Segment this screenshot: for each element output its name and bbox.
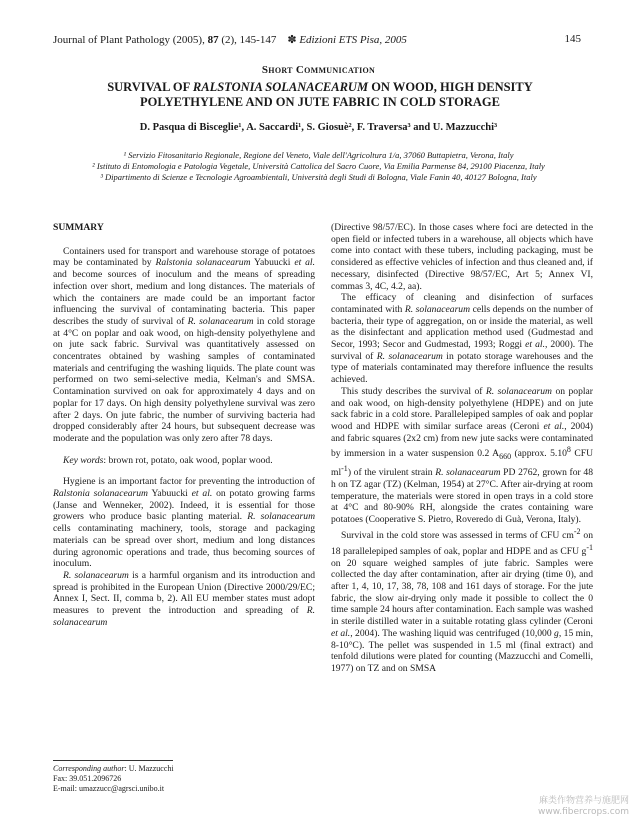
left-column (53, 222, 315, 629)
page-number: 145 (564, 33, 581, 45)
watermark: 麻类作物营养与施肥网 www.fibercrops.com (538, 796, 629, 817)
right-column (331, 222, 593, 675)
summary-heading: SUMMARY (53, 222, 104, 233)
right-paragraph-3: This study describes the survival of R. solanacearum on poplar and oak wood, on high-density polyethylene (HDPE) and on jute sack fabric in a cold store. Parallelepiped samples of oak and poplar wood and HDPE with similar surface areas (Ceroni et al., 2004) and fabric squares (2x2 cm) from new jute sacks were contaminated by immersion in a water suspension 0.2 $A_{660}$ (approx. 5.10$^8$ CFU $ml^{-1}$) of the virulent strain R. solanacearum PD 2762, grown for 48 h on TZ agar (TZ) (Kelman, 1954) at 27°C. After air-drying at room temperature, the materials were stored in open trays in a cold store at 4°C and 80-90% RH, alongside the crates containing ware potatoes (Cooperative S. Pietro, Roveredo di Guà, Verona, Italy). (331, 385, 594, 526)
right-paragraph-2: The efficacy of cleaning and disinfection of surfaces contaminated with R. solanacearum cells depends on the number of bacteria, their type of aggregation, on or inside the material, as well as the disinfectant and application method used (Gudmestad and Secor, 1993; Secor and Gudmestad, 1993; Roggi et al., 2000). The survival of R. solanacearum in potato storage warehouses and the type of materials contaminated may therefore influence the results achieved. (331, 292, 593, 386)
authors: D. Pasqua di Bisceglie¹, A. Saccardi¹, S. Giosuè², F. Traversa³ and U. Mazzucchi³ (139, 122, 498, 133)
section-label: Short Communication (261, 64, 376, 76)
right-paragraph-1: (Directive 98/57/EC). In those cases where foci are detected in the open field or infected tubers in a warehouse, all objects which have come into contact with these tubers, including packaging, must be considered as effective vehicles of infection and thus cleaned and, if necessary, disinfected (Directive 98/57/EC, Art 5; Annex VI, commas 3, 4C, 4.2, aa). (331, 222, 593, 292)
publisher: Edizioni ETS Pisa, 2005 (299, 34, 407, 46)
corresponding-author-footnote: Corresponding author: U. Mazzucchi Fax: 39.051.2096726 E-mail: umazzucc@agrsci.unibo.it (53, 760, 315, 794)
summary-paragraph: Containers used for transport and warehouse storage of potatoes may be contaminated by Ralstonia solanacearum Yabuucki et al. and become sources of inoculum and the means of spreading infection over short, medium and long distances. The materials of which the containers are made could be an important factor influencing the survival of contaminating bacteria. This paper describes the study of survival of R. solanacearum in cold storage at 4°C on poplar and oak wood, on high-density polyethylene and on jute sack fabric. Survival was quantitatively assessed on concentrates obtained by washing samples of contaminated materials and centrifuging the washing liquids. The plate count was performed on two semi-selective media, Kelman's and SMSA. Contamination survived on oak for approximately 4 days and on poplar for 17 days. On high density polyethylene survival was zero after 2 days. On jute fabric, the number of surviving bacteria had dropped considerably after 24 hours, but subsequent decrease was moderate and the population was only zero after 78 days. (53, 245, 315, 444)
journal-volume: 87 (207, 34, 219, 46)
footnote-email: E-mail: umazzucc@agrsci.unibo.it (53, 784, 165, 793)
article-title: SURVIVAL OF RALSTONIA SOLANACEARUM ON WOOD, HIGH DENSITY POLYETHYLENE AND ON JUTE FABRIC IN COLD STORAGE (107, 80, 533, 109)
intro-paragraph-2: R. solanacearum is a harmful organism and its introduction and spread is prohibited in the European Union (Directive 2000/29/EC; Annex I, Sect. II, comma b, 2). All EU member states must adopt measures to prevent the introduction and spreading of R. solanacearum (53, 569, 315, 628)
journal-header: Journal of Plant Pathology (2005), 87 (2), 145-147 ✽ Edizioni ETS Pisa, 2005 (53, 34, 407, 46)
affiliation-3: ³ Dipartimento di Scienze e Tecnologie Agroambientali, Università degli Studi di Bologna, Viale Fanin 40, 40127 Bologna, Italy (100, 172, 537, 182)
right-paragraph-4: Survival in the cold store was assessed in terms of CFU $cm^{-2}$ on 18 parallelepiped samples of oak, poplar and HDPE and as CFU $g^{-1}$ on 20 square weighed samples of jute fabric. Samples were collected the day after contamination, after air drying (time 0), and after 1, 4, 10, 17, 38, 78, 108 and 161 days of storage. For the jute fabric, the slow air-drying only made it possible to collect the 0 time sample 24 hours after contamination. Each sample was washed in sterile distilled water in a suitable rotating glass cylinder (Ceroni et al., 2004). The washing liquid was centrifuged (10,000 g, 15 min, 8-10°C). The pellet was suspended in 1.5 ml (final extract) and tenfold dilutions were plated for counting (Mazzucchi and Comelli, 1977) on TZ and on SMSA (331, 526, 593, 674)
keywords: Key words: brown rot, potato, oak wood, poplar wood. (63, 454, 273, 466)
intro-paragraph-1: Hygiene is an important factor for preventing the introduction of Ralstonia solanacearum Yabuucki et al. on potato growing farms (Janse and Wenneker, 2002). Indeed, it is essential for those growers who produce basic planting material. R. solanacearum cells contaminating machinery, tools, storage and packaging materials can be spread over short, medium and long distances during agronomic operations and trade, thus becoming sources of inoculum. (53, 476, 316, 570)
publisher-logo-icon: ✽ (287, 34, 297, 46)
footnote-divider (53, 760, 173, 761)
affiliation-1: ¹ Servizio Fitosanitario Regionale, Regione del Veneto, Viale dell'Agricoltura 1/a, 37060 Buttapietra, Verona, Italy (123, 150, 514, 160)
footnote-fax: Fax: 39.051.2096726 (53, 774, 122, 783)
affiliation-2: ² Istituto di Entomologia e Patologia Vegetale, Università Cattolica del Sacro Cuore, Via Emilia Parmense 84, 29100 Piacenza, Italy (92, 161, 545, 171)
